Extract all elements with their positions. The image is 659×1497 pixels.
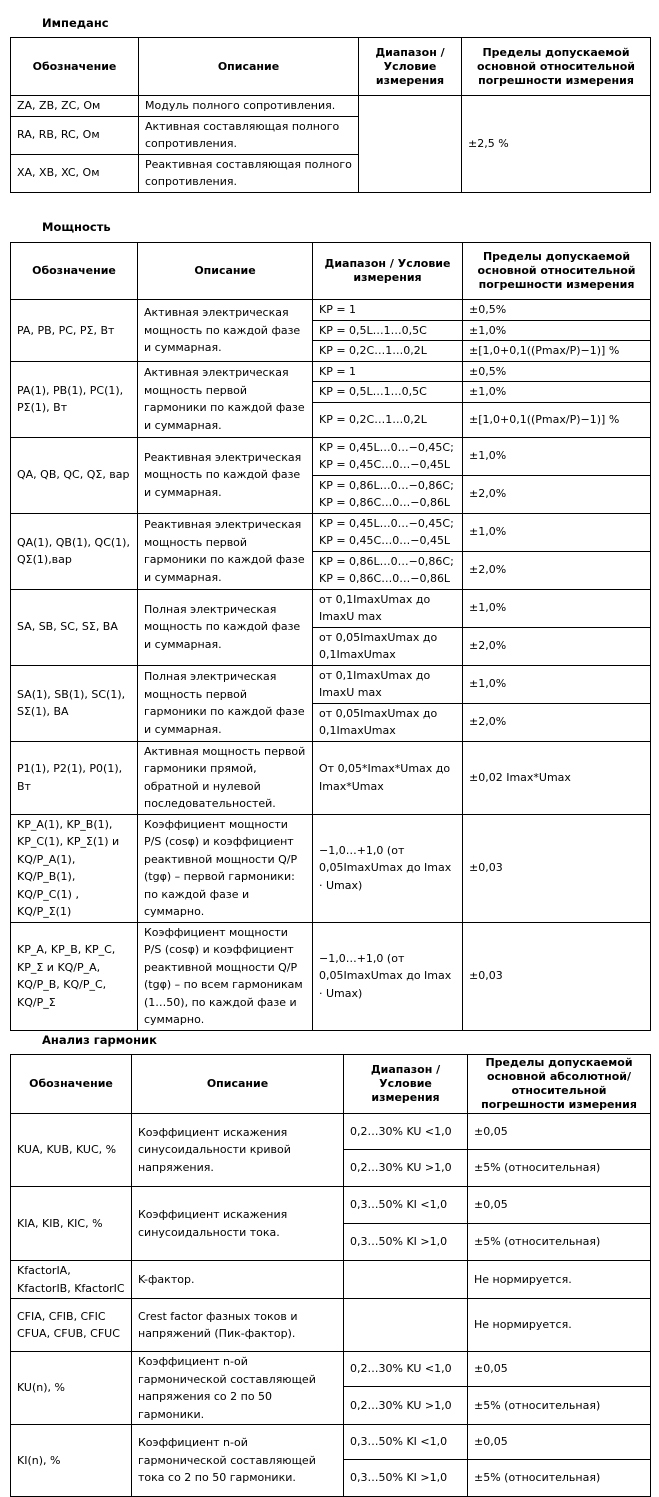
designation-cell: RA, RB, RC, Ом: [11, 116, 139, 154]
range-cell: 0,2…30% KU <1,0: [344, 1352, 468, 1387]
range-cell: 0,3…50% KI >1,0: [344, 1460, 468, 1497]
error-cell: ±5% (относительная): [468, 1150, 651, 1187]
error-cell: ±1,0%: [463, 320, 651, 341]
designation-cell: KfactorIA, KfactorIB, KfactorIC: [11, 1261, 132, 1299]
column-header: Диапазон / Условие измерения: [359, 38, 462, 96]
range-cell: [344, 1299, 468, 1352]
designation-cell: KP_A, KP_B, KP_C, KP_Σ и KQ/P_A, KQ/P_B, KQ/P_C, KQ/P_Σ: [11, 922, 138, 1030]
harmonics-title: Анализ гармоник: [42, 1033, 157, 1047]
error-cell: ±[1,0+0,1((Pmax/P)−1)] %: [463, 402, 651, 437]
table-row: [11, 1425, 651, 1460]
description-cell: Полная электрическая мощность первой гармоники по каждой фазе и суммарная.: [138, 665, 313, 741]
description-cell: Коэффициент n-ой гармонической составляющей тока со 2 по 50 гармоники.: [132, 1425, 344, 1497]
description-cell: Активная электрическая мощность первой гармоники по каждой фазе и суммарная.: [138, 361, 313, 437]
error-cell: ±0,03: [463, 814, 651, 922]
designation-cell: KIA, KIB, KIC, %: [11, 1187, 132, 1261]
description-cell: Реактивная электрическая мощность первой гармоники по каждой фазе и суммарная.: [138, 513, 313, 589]
error-cell: ±2,0%: [463, 703, 651, 741]
power-title: Мощность: [42, 220, 111, 234]
description-cell: Crest factor фазных токов и напряжений (Пик-фактор).: [132, 1299, 344, 1352]
range-cell: От 0,05*Imax*Umax до Imax*Umax: [313, 741, 463, 814]
designation-cell: ZA, ZB, ZC, Ом: [11, 96, 139, 117]
range-cell: KP = 0,2C…1…0,2L: [313, 402, 463, 437]
designation-cell: SA(1), SB(1), SC(1), SΣ(1), ВА: [11, 665, 138, 741]
description-cell: Реактивная электрическая мощность по каждой фазе и суммарная.: [138, 437, 313, 513]
column-header: Описание: [132, 1055, 344, 1114]
impedance-title: Импеданс: [42, 16, 109, 30]
error-cell: ±1,0%: [463, 665, 651, 703]
table-row: [11, 1187, 651, 1224]
range-cell: −1,0…+1,0 (от 0,05ImaxUmax до Imax · Umax): [313, 814, 463, 922]
range-cell: [344, 1261, 468, 1299]
range-cell: KP = 0,5L…1…0,5C: [313, 382, 463, 403]
column-header: Обозначение: [11, 1055, 132, 1114]
error-cell: ±2,0%: [463, 475, 651, 513]
table-row: [11, 589, 651, 627]
error-cell: ±5% (относительная): [468, 1387, 651, 1425]
error-cell: ±1,0%: [463, 437, 651, 475]
table-row: [11, 741, 651, 814]
description-cell: Коэффициент искажения синусоидальности кривой напряжения.: [132, 1114, 344, 1187]
range-cell: 0,2…30% KU >1,0: [344, 1387, 468, 1425]
error-cell: ±5% (относительная): [468, 1460, 651, 1497]
column-header: Обозначение: [11, 243, 138, 300]
power-table: [10, 242, 651, 1031]
harmonics-table: [10, 1054, 651, 1497]
range-cell: −1,0…+1,0 (от 0,05ImaxUmax до Imax · Umax): [313, 922, 463, 1030]
range-cell: KP = 0,45L…0…−0,45C; KP = 0,45C…0…−0,45L: [313, 437, 463, 475]
table-row: [11, 922, 651, 1030]
column-header: Диапазон / Условие измерения: [344, 1055, 468, 1114]
range-cell: 0,3…50% KI <1,0: [344, 1187, 468, 1224]
description-cell: Коэффициент искажения синусоидальности тока.: [132, 1187, 344, 1261]
designation-cell: KP_A(1), KP_B(1), KP_C(1), KP_Σ(1) и KQ/P_A(1), KQ/P_B(1), KQ/P_C(1) , KQ/P_Σ(1): [11, 814, 138, 922]
error-cell: ±0,03: [463, 922, 651, 1030]
range-cell: от 0,05ImaxUmax до 0,1ImaxUmax: [313, 627, 463, 665]
description-cell: Модуль полного сопротивления.: [139, 96, 359, 117]
description-cell: K-фактор.: [132, 1261, 344, 1299]
range-cell: KP = 0,45L…0…−0,45C; KP = 0,45C…0…−0,45L: [313, 513, 463, 551]
range-cell: от 0,1ImaxUmax до ImaxU max: [313, 589, 463, 627]
description-cell: Активная мощность первой гармоники прямой, обратной и нулевой последовательностей.: [138, 741, 313, 814]
column-header: Описание: [138, 243, 313, 300]
column-header: Обозначение: [11, 38, 139, 96]
range-cell: KP = 1: [313, 361, 463, 382]
error-cell: ±2,0%: [463, 627, 651, 665]
column-header: Пределы допускаемой основной абсолютной/ относительной погрешности измерения: [468, 1055, 651, 1114]
range-cell: 0,2…30% KU <1,0: [344, 1114, 468, 1150]
column-header: Диапазон / Условие измерения: [313, 243, 463, 300]
description-cell: Активная составляющая полного сопротивления.: [139, 116, 359, 154]
description-cell: Коэффициент n-ой гармонической составляющей напряжения со 2 по 50 гармоники.: [132, 1352, 344, 1425]
description-cell: Активная электрическая мощность по каждой фазе и суммарная.: [138, 300, 313, 362]
designation-cell: P1(1), P2(1), P0(1), Вт: [11, 741, 138, 814]
impedance-table: [10, 37, 651, 193]
designation-cell: PA, PB, PC, PΣ, Вт: [11, 300, 138, 362]
error-cell: ±1,0%: [463, 382, 651, 403]
error-cell: ±5% (относительная): [468, 1224, 651, 1261]
range-cell: от 0,05ImaxUmax до 0,1ImaxUmax: [313, 703, 463, 741]
designation-cell: KI(n), %: [11, 1425, 132, 1497]
error-cell: ±1,0%: [463, 513, 651, 551]
designation-cell: QA, QB, QC, QΣ, вар: [11, 437, 138, 513]
range-cell: KP = 0,5L…1…0,5C: [313, 320, 463, 341]
error-cell: Не нормируется.: [468, 1261, 651, 1299]
error-cell: Не нормируется.: [468, 1299, 651, 1352]
table-row: [11, 1261, 651, 1299]
error-cell: ±0,5%: [463, 361, 651, 382]
table-row: [11, 814, 651, 922]
table-row: [11, 665, 651, 703]
range-cell: 0,3…50% KI >1,0: [344, 1224, 468, 1261]
description-cell: Коэффициент мощности P/S (cosφ) и коэффициент реактивной мощности Q/P (tgφ) – первой гармоники: по каждой фазе и суммарно.: [138, 814, 313, 922]
designation-cell: PA(1), PB(1), PC(1), PΣ(1), Вт: [11, 361, 138, 437]
designation-cell: XA, XB, XC, Ом: [11, 154, 139, 192]
error-cell: ±0,05: [468, 1425, 651, 1460]
error-cell: ±2,0%: [463, 551, 651, 589]
designation-cell: KUA, KUB, KUC, %: [11, 1114, 132, 1187]
table-row: [11, 1299, 651, 1352]
table-row: [11, 361, 651, 382]
designation-cell: KU(n), %: [11, 1352, 132, 1425]
column-header: Пределы допускаемой основной относительной погрешности измерения: [462, 38, 651, 96]
table-row: [11, 1352, 651, 1387]
error-cell: ±0,05: [468, 1352, 651, 1387]
description-cell: Реактивная составляющая полного сопротивления.: [139, 154, 359, 192]
range-cell: [359, 96, 462, 193]
range-cell: 0,3…50% KI <1,0: [344, 1425, 468, 1460]
table-row: [11, 437, 651, 475]
designation-cell: CFIA, CFIB, CFIC CFUA, CFUB, CFUC: [11, 1299, 132, 1352]
error-cell: ±0,02 Imax*Umax: [463, 741, 651, 814]
range-cell: KP = 0,86L…0…−0,86C; KP = 0,86C…0…−0,86L: [313, 475, 463, 513]
range-cell: 0,2…30% KU >1,0: [344, 1150, 468, 1187]
table-row: [11, 300, 651, 321]
error-cell: ±2,5 %: [462, 96, 651, 193]
error-cell: ±0,5%: [463, 300, 651, 321]
designation-cell: QA(1), QB(1), QC(1), QΣ(1),вар: [11, 513, 138, 589]
designation-cell: SA, SB, SC, SΣ, ВА: [11, 589, 138, 665]
error-cell: ±1,0%: [463, 589, 651, 627]
column-header: Описание: [139, 38, 359, 96]
range-cell: KP = 1: [313, 300, 463, 321]
column-header: Пределы допускаемой основной относительной погрешности измерения: [463, 243, 651, 300]
description-cell: Коэффициент мощности P/S (cosφ) и коэффициент реактивной мощности Q/P (tgφ) – по всем гармоникам (1…50), по каждой фазе и суммарно.: [138, 922, 313, 1030]
error-cell: ±[1,0+0,1((Pmax/P)−1)] %: [463, 341, 651, 362]
error-cell: ±0,05: [468, 1114, 651, 1150]
description-cell: Полная электрическая мощность по каждой фазе и суммарная.: [138, 589, 313, 665]
error-cell: ±0,05: [468, 1187, 651, 1224]
range-cell: от 0,1ImaxUmax до ImaxU max: [313, 665, 463, 703]
table-row: [11, 1114, 651, 1150]
range-cell: KP = 0,86L…0…−0,86C; KP = 0,86C…0…−0,86L: [313, 551, 463, 589]
range-cell: KP = 0,2C…1…0,2L: [313, 341, 463, 362]
table-row: [11, 513, 651, 551]
